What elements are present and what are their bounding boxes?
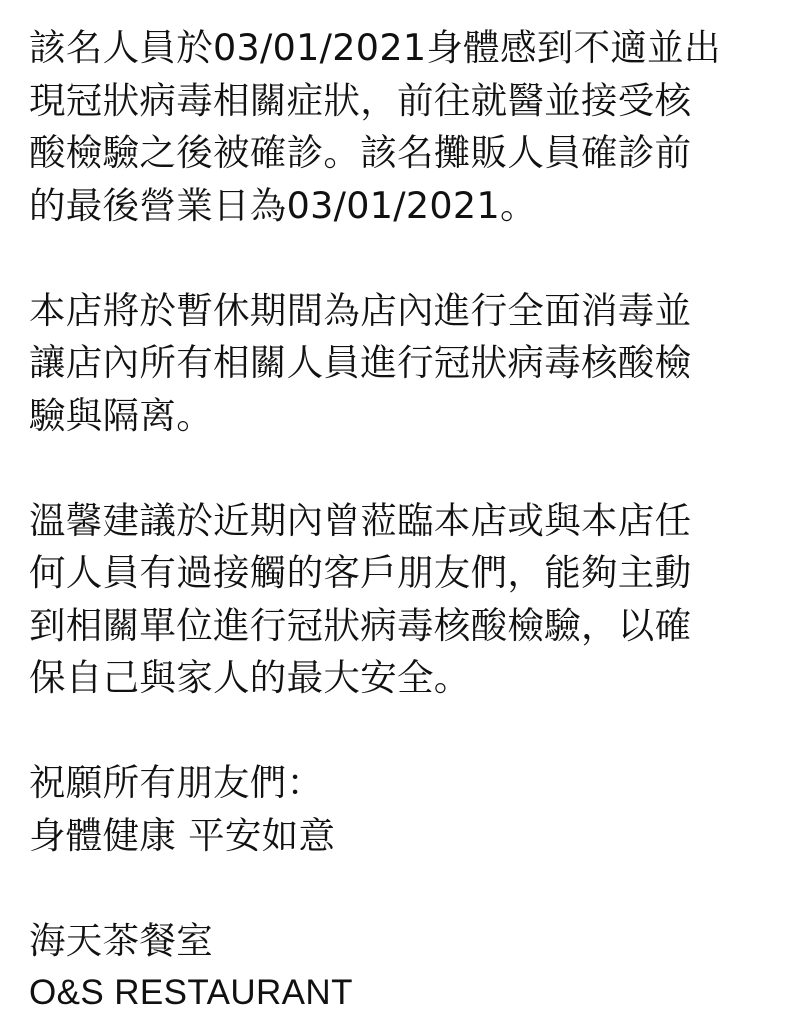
paragraph-confirmed-case <box>29 22 776 232</box>
text-line: 溫馨建議於近期內曾蒞臨本店或與本店任 <box>29 498 692 542</box>
text-line: 驗與隔离。 <box>29 393 213 437</box>
greeting-block <box>29 757 776 862</box>
greeting-line: 身體健康 平安如意 <box>29 813 336 857</box>
restaurant-name-english: O&S RESTAURANT <box>29 973 353 1012</box>
paragraph-spacer <box>29 862 776 915</box>
signature-block <box>29 915 776 1020</box>
greeting-line: 祝願所有朋友們： <box>29 761 324 804</box>
paragraph-spacer <box>29 705 776 758</box>
paragraph-advice <box>29 495 776 705</box>
text-line: 現冠狀病毒相關症狀，前往就醫並接受核 <box>29 78 692 122</box>
text-line: 酸檢驗之後被確診。該名攤販人員確診前 <box>29 131 692 174</box>
text-line: 本店將於暫休期間為店內進行全面消毒並 <box>29 288 692 332</box>
paragraph-spacer <box>29 442 776 495</box>
restaurant-name-chinese: 海天茶餐室 <box>29 918 213 962</box>
text-line: 的最後營業日為03/01/2021。 <box>29 183 537 227</box>
text-line: 讓店內所有相關人員進行冠狀病毒核酸檢 <box>29 341 692 384</box>
paragraph-spacer <box>29 232 776 285</box>
text-line: 到相關單位進行冠狀病毒核酸檢驗，以確 <box>29 603 692 647</box>
paragraph-disinfection <box>29 285 776 443</box>
text-line: 該名人員於03/01/2021身體感到不適並出 <box>29 26 721 69</box>
text-line: 何人員有過接觸的客戶朋友們，能夠主動 <box>29 551 692 594</box>
text-line: 保自己與家人的最大安全。 <box>29 656 471 699</box>
